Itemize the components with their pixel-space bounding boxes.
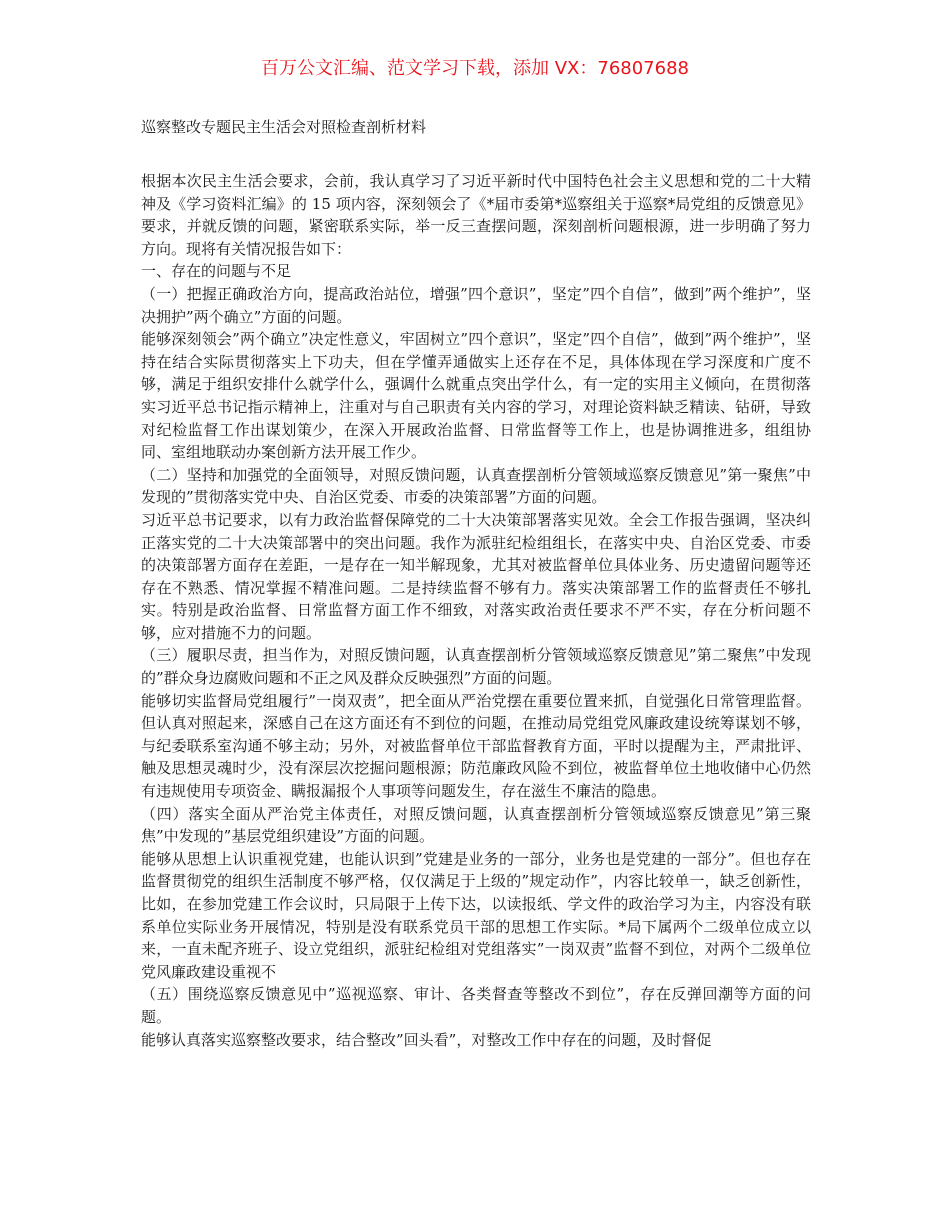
section-heading: 一、存在的问题与不足 [141, 262, 292, 281]
subsection-heading: （三）履职尽责，担当作为，对照反馈问题，认真查摆剖析分管领域巡察反馈意见”第二聚焦”中发现的”群众身边腐败问题和不正之风及群众反映强烈”方面的问题。 [141, 646, 811, 688]
subsection-heading: （一）把握正确政治方向，提高政治站位，增强”四个意识”，坚定”四个自信”，做到”两个维护”，坚决拥护”两个确立”方面的问题。 [141, 284, 811, 326]
subsection-heading: （五）围绕巡察反馈意见中”巡视巡察、审计、各类督查等整改不到位”，存在反弹回潮等方面的问题。 [141, 985, 811, 1026]
document-title: 巡察整改专题民主生活会对照检查剖析材料 [141, 118, 427, 136]
body-paragraph: 能够深刻领会”两个确立”决定性意义，牢固树立”四个意识”，坚定”四个自信”，做到”两个维护”，坚持在结合实际贯彻落实上下功夫，但在学懂弄通做实上还存在不足，具体体现在学习深度和广度不够，满足于组织安排什么就学什么，强调什么就重点突出学什么，有一定的实用主义倾向，在贯彻落实习近平总书记指示精神上，注重对与自己职责有关内容的学习，对理论资料缺乏精读、钻研，导致对纪检监督工作出谋划策少，在深入开展政治监督、日常监督等工作上，也是协调推进多，组组协同、室组地联动办案创新方法开展工作少。 [141, 330, 811, 462]
intro-paragraph: 根据本次民主生活会要求，会前，我认真学习了习近平新时代中国特色社会主义思想和党的二十大精神及《学习资料汇编》的 15 项内容，深刻领会了《*届市委第*巡察组关于巡察*局党组的反馈意见》要求，并就反馈的问题，紧密联系实际，举一反三查摆问题，深刻剖析问题根源，进一步明确了努力方向。现将有关情况报告如下： [141, 172, 811, 258]
subsection-heading: （二）坚持和加强党的全面领导，对照反馈问题，认真查摆剖析分管领域巡察反馈意见”第一聚焦”中发现的”贯彻落实党中央、自治区党委、市委的决策部署”方面的问题。 [141, 465, 811, 507]
body-paragraph: 能够认真落实巡察整改要求，结合整改”回头看”，对整改工作中存在的问题，及时督促 [141, 1030, 712, 1049]
body-paragraph: 习近平总书记要求，以有力政治监督保障党的二十大决策部署落实见效。全会工作报告强调，坚决纠正落实党的二十大决策部署中的突出问题。我作为派驻纪检组组长，在落实中央、自治区党委、市委的决策部署方面存在差距，一是存在一知半解现象，尤其对被监督单位具体业务、历史遗留问题等还存在不熟悉、情况掌握不精准问题。二是持续监督不够有力。落实决策部署工作的监督责任不够扎实。特别是政治监督、日常监督方面工作不细致，对落实政治责任要求不严不实，存在分析问题不够，应对措施不力的问题。 [141, 510, 811, 642]
body-paragraph: 能够切实监督局党组履行”一岗双责”，把全面从严治党摆在重要位置来抓，自觉强化日常管理监督。但认真对照起来，深感自己在这方面还有不到位的问题，在推动局党组党风廉政建设统筹谋划不够，与纪委联系室沟通不够主动；另外，对被监督单位干部监督教育方面，平时以提醒为主，严肃批评、触及思想灵魂时少，没有深层次挖掘问题根源；防范廉政风险不到位，被监督单位土地收储中心仍然有违规使用专项资金、瞒报漏报个人事项等问题发生，存在滋生不廉洁的隐患。 [141, 691, 811, 801]
subsection-heading: （四）落实全面从严治党主体责任，对照反馈问题，认真查摆剖析分管领域巡察反馈意见”第三聚焦”中发现的”基层党组织建设”方面的问题。 [141, 804, 811, 846]
body-paragraph: 能够从思想上认识重视党建，也能认识到”党建是业务的一部分，业务也是党建的一部分”。但也存在监督贯彻党的组织生活制度不够严格，仅仅满足于上级的”规定动作”，内容比较单一，缺乏创新性，比如，在参加党建工作会议时，只局限于上传下达，以读报纸、学文件的政治学习为主，内容没有联系单位实际业务开展情况，特别是没有联系党员干部的思想工作实际。*局下属两个二级单位成立以来，一直未配齐班子、设立党组织，派驻纪检组对党组落实”一岗双责”监督不到位，对两个二级单位党风廉政建设重视不 [141, 849, 811, 981]
watermark-banner: 百万公文汇编、范文学习下载，添加 VX：76807688 [261, 58, 689, 79]
document-body [141, 170, 811, 1051]
